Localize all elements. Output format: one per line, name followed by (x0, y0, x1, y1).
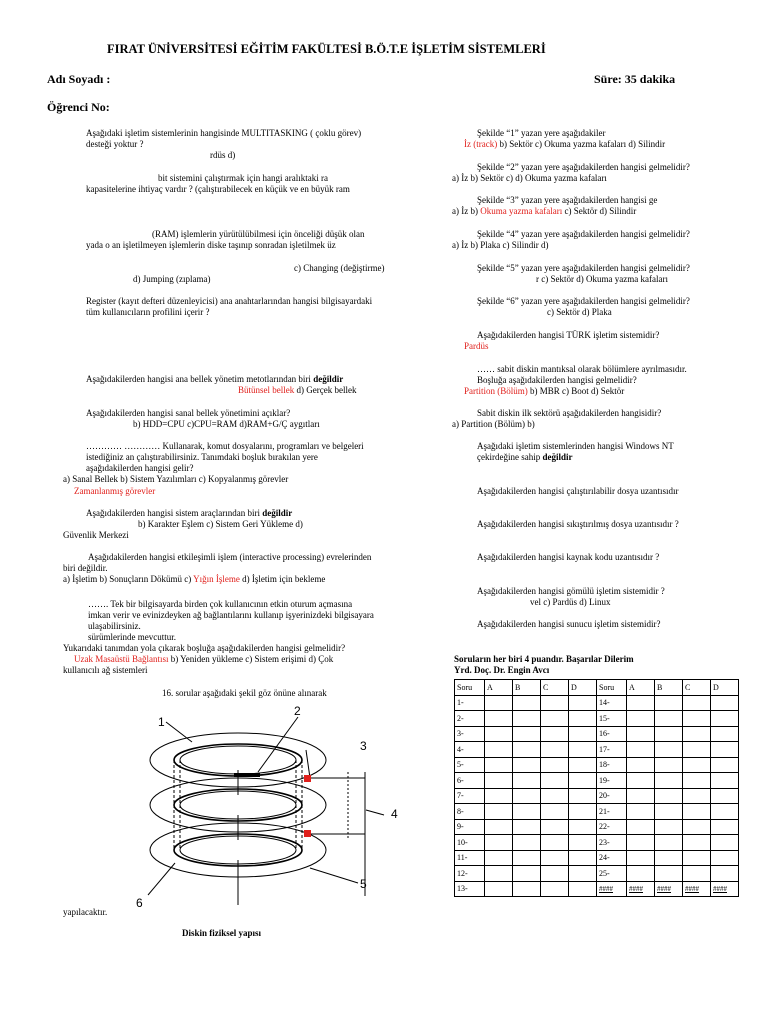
answer-cell[interactable] (711, 850, 739, 866)
r7-line1: Aşağıdakilerden hangisi TÜRK işletim sistemidir? (477, 330, 660, 340)
question-number-cell: 7- (455, 788, 485, 804)
r6-options: c) Sektör d) Plaka (547, 307, 612, 317)
question-number-cell: 20- (597, 788, 627, 804)
question-number-cell: 1- (455, 695, 485, 711)
question-number-cell: 6- (455, 773, 485, 789)
r8-options: Partition (Bölüm) b) MBR c) Boot d) Sektör (464, 386, 625, 396)
question-number-cell: 10- (455, 835, 485, 851)
question-number-cell: 17- (597, 742, 627, 758)
answer-table-header-cell: Soru (597, 680, 627, 696)
r4-line1: Şekilde “4” yazan yere aşağıdakilerden hangisi gelmelidir? (477, 229, 690, 239)
answer-cell[interactable] (627, 850, 655, 866)
r3-options: a) İz b) Okuma yazma kafaları c) Sektör d) Silindir (452, 206, 637, 216)
answer-cell[interactable] (655, 788, 683, 804)
answer-cell[interactable] (627, 711, 655, 727)
answer-cell[interactable] (569, 711, 597, 727)
answer-cell[interactable] (485, 711, 513, 727)
answer-cell[interactable] (711, 711, 739, 727)
q10-line2: imkan verir ve evinizdeyken ağ bağlantılarını kullanıp işyerinizdeki bilgisayara (88, 610, 374, 620)
r11-line1: Aşağıdakilerden hangisi çalıştırılabilir dosya uzantısıdır (477, 486, 679, 496)
r5-line1: Şekilde “5” yazan yere aşağıdakilerden hangisi gelmelidir? (477, 263, 690, 273)
answer-cell[interactable] (683, 866, 711, 882)
answer-cell[interactable] (513, 742, 541, 758)
fig-label-6: 6 (136, 896, 143, 910)
answer-table-header-cell: D (711, 680, 739, 696)
answer-cell[interactable] (485, 726, 513, 742)
answer-cell[interactable] (683, 757, 711, 773)
answer-cell[interactable] (627, 695, 655, 711)
question-number-cell: 11- (455, 850, 485, 866)
hatch-cell: #### (627, 881, 655, 897)
q6-line1: Aşağıdakilerden hangisi sanal bellek yönetimini açıklar? (86, 408, 291, 418)
answer-cell[interactable] (569, 726, 597, 742)
answer-table-header-cell: A (627, 680, 655, 696)
answer-cell[interactable] (683, 773, 711, 789)
answer-cell[interactable] (485, 881, 513, 897)
answer-table-header-cell: Soru (455, 680, 485, 696)
answer-cell[interactable] (485, 819, 513, 835)
answer-cell[interactable] (627, 788, 655, 804)
table-row (455, 835, 739, 851)
fig-label-2: 2 (294, 704, 301, 718)
q10-line1: ……. Tek bir bilgisayarda birden çok kullanıcının etkin oturum açmasına (88, 599, 353, 609)
q9-answer-c: Yığın İşleme (193, 574, 240, 584)
question-number-cell: 2- (455, 711, 485, 727)
disk-figure (136, 700, 410, 915)
q10-line7: kullanıcılı ağ sistemleri (63, 665, 148, 675)
q4-line1: Register (kayıt defteri düzenleyicisi) ana anahtarlarından hangisi bilgisayardaki (86, 296, 373, 306)
q7-line3: aşağıdakilerden hangisi gelir? (86, 463, 194, 473)
answer-table-header-cell: C (541, 680, 569, 696)
answer-cell[interactable] (683, 819, 711, 835)
answer-cell[interactable] (513, 788, 541, 804)
question-number-cell: 8- (455, 804, 485, 820)
answer-cell[interactable] (655, 757, 683, 773)
figure-intro: 16. sorular aşağıdaki şekil göz önüne alınarak (162, 688, 327, 698)
r6-line1: Şekilde “6” yazan yere aşağıdakilerden hangisi gelmelidir? (477, 296, 690, 306)
answer-cell[interactable] (569, 881, 597, 897)
answer-cell[interactable] (655, 850, 683, 866)
answer-table (454, 679, 739, 897)
head-marker-top (304, 775, 311, 782)
answer-cell[interactable] (485, 773, 513, 789)
answer-cell[interactable] (683, 726, 711, 742)
answer-cell[interactable] (683, 850, 711, 866)
answer-table-header-cell: D (569, 680, 597, 696)
question-number-cell: 9- (455, 819, 485, 835)
fig-label-5: 5 (360, 877, 367, 891)
answer-cell[interactable] (569, 757, 597, 773)
r8-answer-a: Partition (Bölüm) (464, 386, 528, 396)
q5-answer-c: Bütünsel bellek (238, 385, 295, 395)
answer-table-header-cell: B (655, 680, 683, 696)
answer-cell[interactable] (541, 726, 569, 742)
head-marker-bottom (304, 830, 311, 837)
answer-cell[interactable] (655, 726, 683, 742)
answer-cell[interactable] (485, 866, 513, 882)
q7-answer-d: Zamanlanmış görevler (74, 486, 156, 496)
r7-answer-a: Pardüs (464, 341, 489, 351)
r15-line1: Aşağıdakilerden hangisi sunucu işletim sistemidir? (477, 619, 661, 629)
q10-line3: ulaşabilirsiniz. (88, 621, 141, 631)
r2-options: a) İz b) Sektör c) d) Okuma yazma kafaları (452, 173, 607, 183)
q5-line1: Aşağıdakilerden hangisi ana bellek yönetim metotlarından biri değildir (86, 374, 344, 384)
answer-cell[interactable] (513, 757, 541, 773)
q3-line1: (RAM) işlemlerin yürütülübilmesi için önceliği düşük olan (152, 229, 365, 239)
answer-cell[interactable] (627, 742, 655, 758)
table-row (455, 804, 739, 820)
table-row (455, 850, 739, 866)
question-number-cell: 4- (455, 742, 485, 758)
hatch-cell: #### (683, 881, 711, 897)
answer-cell[interactable] (541, 850, 569, 866)
answer-cell[interactable] (513, 711, 541, 727)
question-number-cell: 18- (597, 757, 627, 773)
answer-cell[interactable] (513, 881, 541, 897)
exam-title: FIRAT ÜNİVERSİTESİ EĞİTİM FAKÜLTESİ B.Ö.T.E İŞLETİM SİSTEMLERİ (107, 42, 546, 56)
q8-line1: Aşağıdakilerden hangisi sistem araçlarından biri değildir (86, 508, 293, 518)
answer-cell[interactable] (569, 866, 597, 882)
answer-cell[interactable] (513, 773, 541, 789)
question-number-cell: 23- (597, 835, 627, 851)
table-row (455, 711, 739, 727)
q9-options: a) İşletim b) Sonuçların Dökümü c) Yığın İşleme d) İşletim için bekleme (63, 574, 326, 584)
q9-line1: Aşağıdakilerden hangisi etkileşimli işlem (interactive processing) evrelerinden (88, 552, 372, 562)
q10-line5: Yukarıdaki tanımdan yola çıkarak boşluğa aşağıdakilerden hangisi gelmelidir? (63, 643, 346, 653)
question-number-cell: 12- (455, 866, 485, 882)
table-row (455, 695, 739, 711)
answer-cell[interactable] (485, 804, 513, 820)
q10-options: Uzak Masaüstü Bağlantısı b) Yeniden yükleme c) Sistem erişimi d) Çok (74, 654, 334, 664)
r8-line1: …… sabit diskin mantıksal olarak bölümlere ayrılmasıdır. (477, 364, 687, 374)
hatch-cell: #### (711, 881, 739, 897)
question-number-cell: 22- (597, 819, 627, 835)
r5-options: r c) Sektör d) Okuma yazma kafaları (536, 274, 668, 284)
answer-cell[interactable] (513, 850, 541, 866)
q8-line3: Güvenlik Merkezi (63, 530, 129, 540)
answer-cell[interactable] (541, 835, 569, 851)
answer-cell[interactable] (683, 711, 711, 727)
question-number-cell: 5- (455, 757, 485, 773)
answer-cell[interactable] (655, 835, 683, 851)
answer-cell[interactable] (569, 819, 597, 835)
question-number-cell: 21- (597, 804, 627, 820)
r13-line1: Aşağıdakilerden hangisi kaynak kodu uzantısıdır ? (477, 552, 660, 562)
question-number-cell: 25- (597, 866, 627, 882)
q1-line2: desteği yoktur ? (86, 139, 144, 149)
r3-answer-b: Okuma yazma kafaları (480, 206, 563, 216)
table-row (455, 881, 739, 897)
table-row (455, 819, 739, 835)
answer-cell[interactable] (485, 742, 513, 758)
answer-cell[interactable] (711, 773, 739, 789)
q3-option-c: c) Changing (değiştirme) (294, 263, 385, 273)
r14-line1: Aşağıdakilerden hangisi gömülü işletim sistemidir ? (477, 586, 665, 596)
answer-cell[interactable] (541, 742, 569, 758)
answer-cell[interactable] (485, 850, 513, 866)
figure-tail: yapılacaktır. (63, 907, 108, 917)
table-row (455, 757, 739, 773)
q5-options: Bütünsel bellek d) Gerçek bellek (238, 385, 357, 395)
answer-cell[interactable] (711, 742, 739, 758)
answer-cell[interactable] (627, 819, 655, 835)
hatch-cell: #### (597, 881, 627, 897)
answer-cell[interactable] (541, 773, 569, 789)
answer-cell[interactable] (513, 866, 541, 882)
answer-table-header-cell: C (683, 680, 711, 696)
answer-cell[interactable] (627, 866, 655, 882)
q2-line2: kapasitelerine ihtiyaç vardır ? (çalıştırabilecek en küçük ve en büyük ram (86, 184, 350, 194)
q1-line1: Aşağıdaki işletim sistemlerinin hangisinde MULTITASKING ( çoklu görev) (86, 128, 362, 138)
fig-label-4: 4 (391, 807, 398, 821)
answer-cell[interactable] (541, 711, 569, 727)
answer-cell[interactable] (711, 866, 739, 882)
answer-table-header-cell: A (485, 680, 513, 696)
hatch-cell: #### (655, 881, 683, 897)
r8-line2: Boşluğa aşağıdakilerden hangisi gelmelidir? (477, 375, 637, 385)
answer-cell[interactable] (655, 804, 683, 820)
r12-line1: Aşağıdakilerden hangisi sıkıştırılmış dosya uzantısıdır ? (477, 519, 679, 529)
q10-line4: sürümlerinde mevcuttur. (88, 632, 176, 642)
answer-cell[interactable] (711, 788, 739, 804)
answer-cell[interactable] (627, 773, 655, 789)
answer-cell[interactable] (655, 695, 683, 711)
question-number-cell: 3- (455, 726, 485, 742)
answer-cell[interactable] (711, 757, 739, 773)
answer-cell[interactable] (655, 711, 683, 727)
answer-cell[interactable] (711, 835, 739, 851)
sector-mark (234, 773, 260, 777)
r10-line2: çekirdeğine sahip değildir (477, 452, 573, 462)
answer-cell[interactable] (485, 835, 513, 851)
q7-line1: ………… ………… Kullanarak, komut dosyalarını, programları ve belgeleri (86, 441, 364, 451)
answer-cell[interactable] (513, 726, 541, 742)
r9-line1: Sabit diskin ilk sektörü aşağıdakilerden hangisidir? (477, 408, 662, 418)
answer-cell[interactable] (513, 804, 541, 820)
answer-cell[interactable] (541, 819, 569, 835)
answer-cell[interactable] (683, 835, 711, 851)
question-number-cell: 13- (455, 881, 485, 897)
q4-line2: tüm kullanıcıların profilini içerir ? (86, 307, 210, 317)
question-number-cell: 16- (597, 726, 627, 742)
table-row (455, 773, 739, 789)
answer-cell[interactable] (485, 788, 513, 804)
answer-cell[interactable] (655, 866, 683, 882)
instructor-name: Yrd. Doç. Dr. Engin Avcı (454, 665, 550, 675)
figure-caption: Diskin fiziksel yapısı (182, 928, 262, 938)
answer-cell[interactable] (569, 695, 597, 711)
answer-cell[interactable] (485, 695, 513, 711)
fig-label-1: 1 (158, 715, 165, 729)
answer-cell[interactable] (627, 726, 655, 742)
answer-cell[interactable] (711, 695, 739, 711)
r1-line1: Şekilde “1” yazan yere aşağıdakiler (477, 128, 606, 138)
q9-line2: biri değildir. (63, 563, 108, 573)
footer-note: Soruların her biri 4 puandır. Başarılar Dilerim (454, 654, 634, 664)
answer-cell[interactable] (569, 788, 597, 804)
answer-cell[interactable] (655, 819, 683, 835)
answer-cell[interactable] (541, 788, 569, 804)
answer-table-header-cell: B (513, 680, 541, 696)
q10-answer-a: Uzak Masaüstü Bağlantısı (74, 654, 169, 664)
answer-cell[interactable] (569, 804, 597, 820)
answer-cell[interactable] (655, 742, 683, 758)
question-number-cell: 19- (597, 773, 627, 789)
answer-cell[interactable] (655, 773, 683, 789)
question-number-cell: 24- (597, 850, 627, 866)
r4-options: a) İz b) Plaka c) Silindir d) (452, 240, 549, 250)
table-row (455, 726, 739, 742)
answer-cell[interactable] (711, 804, 739, 820)
answer-cell[interactable] (711, 819, 739, 835)
r10-line1: Aşağıdaki işletim sistemlerinden hangisi Windows NT (477, 441, 674, 451)
answer-cell[interactable] (541, 881, 569, 897)
q7-options: a) Sanal Bellek b) Sistem Yazılımları c) Kopyalanmış görevler (63, 474, 289, 484)
answer-cell[interactable] (541, 757, 569, 773)
table-row (455, 866, 739, 882)
table-row (455, 742, 739, 758)
q1-options: rdüs d) (210, 150, 236, 160)
q3-line2: yada o an işletilmeyen işlemlerin diske taşınıp sonradan işletilmek üz (86, 240, 336, 250)
answer-cell[interactable] (683, 695, 711, 711)
answer-cell[interactable] (627, 757, 655, 773)
answer-cell[interactable] (569, 773, 597, 789)
r2-line1: Şekilde “2” yazan yere aşağıdakilerden hangisi gelmelidir? (477, 162, 690, 172)
q3-option-d: d) Jumping (zıplama) (133, 274, 211, 284)
answer-cell[interactable] (683, 788, 711, 804)
student-no-label: Öğrenci No: (47, 100, 110, 114)
answer-cell[interactable] (683, 804, 711, 820)
question-number-cell: 14- (597, 695, 627, 711)
answer-table-header (455, 680, 739, 696)
q7-line2: istediğiniz an çalıştırabilirsiniz. Tanımdaki boşluk bırakılan yere (86, 452, 318, 462)
answer-cell[interactable] (541, 804, 569, 820)
q8-options: b) Karakter Eşlem c) Sistem Geri Yükleme d) (138, 519, 303, 529)
r3-line1: Şekilde “3” yazan yere aşağıdakilerden hangisi ge (477, 195, 658, 205)
answer-cell[interactable] (541, 695, 569, 711)
answer-cell[interactable] (711, 726, 739, 742)
question-number-cell: 15- (597, 711, 627, 727)
r1-options: İz (track) b) Sektör c) Okuma yazma kafaları d) Silindir (464, 139, 666, 149)
table-row (455, 788, 739, 804)
duration-label: Süre: 35 dakika (594, 72, 676, 86)
answer-cell[interactable] (569, 835, 597, 851)
answer-cell[interactable] (569, 742, 597, 758)
r1-answer-a: İz (track) (464, 139, 498, 149)
answer-cell[interactable] (627, 804, 655, 820)
fig-label-3: 3 (360, 739, 367, 753)
r14-options: vel c) Pardüs d) Linux (530, 597, 611, 607)
name-label: Adı Soyadı : (47, 72, 111, 86)
q2-line1: bit sistemini çalıştırmak için hangi aralıktaki ra (158, 173, 328, 183)
answer-cell[interactable] (513, 819, 541, 835)
answer-cell[interactable] (513, 835, 541, 851)
answer-cell[interactable] (683, 742, 711, 758)
r9-options: a) Partition (Bölüm) b) (452, 419, 535, 429)
answer-cell[interactable] (627, 835, 655, 851)
answer-cell[interactable] (569, 850, 597, 866)
answer-cell[interactable] (541, 866, 569, 882)
answer-cell[interactable] (513, 695, 541, 711)
answer-cell[interactable] (485, 757, 513, 773)
q6-options: b) HDD=CPU c)CPU=RAM d)RAM+G/Ç aygıtları (133, 419, 320, 429)
